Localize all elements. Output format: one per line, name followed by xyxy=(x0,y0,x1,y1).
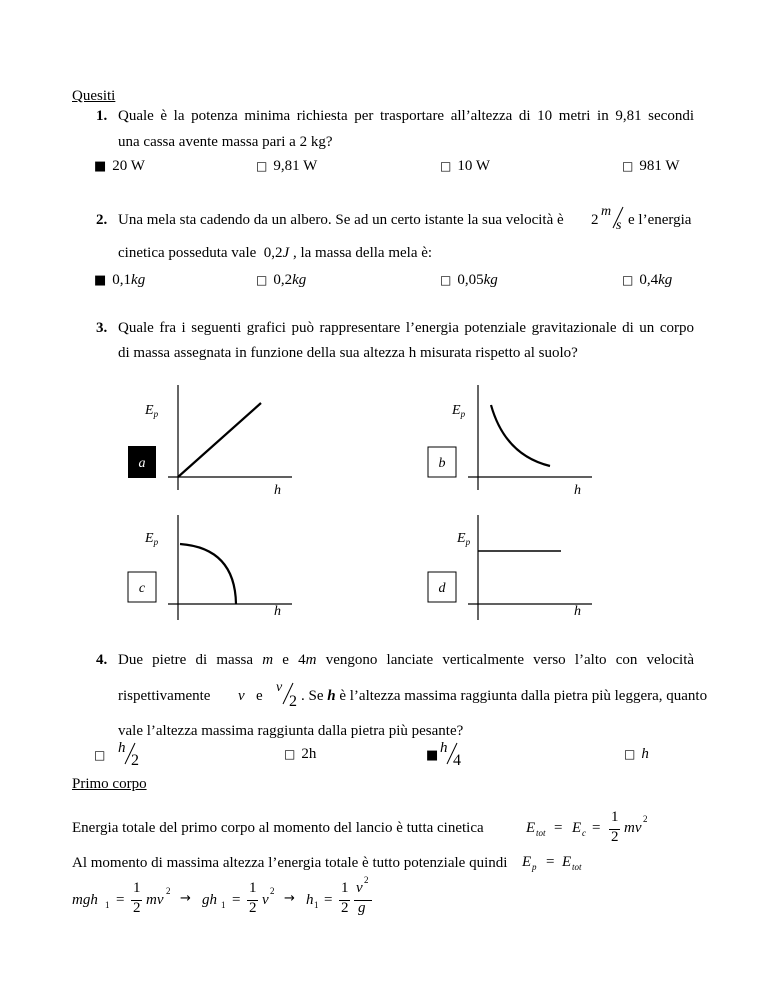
svg-text:Ep: $E_p$ xyxy=(457,531,471,547)
question-2-number: 2. xyxy=(96,212,108,228)
graph-c-label: c xyxy=(138,581,146,596)
checkbox-empty-icon: □ xyxy=(622,273,634,287)
q4-option-d[interactable]: □ h xyxy=(624,746,649,762)
energy-unit: J xyxy=(282,245,290,261)
question-4-number: 4. xyxy=(96,652,108,668)
question-4-line2b: . Se h è l’altezza massima raggiunta dalla pietra più leggera, quanto xyxy=(301,688,708,704)
question-2-line2: cinetica posseduta vale 0,2J , la massa della mela è: xyxy=(118,245,433,261)
graph-c[interactable] xyxy=(128,515,292,620)
question-2-line1b: e l’energia xyxy=(628,212,692,228)
arrow-icon: → xyxy=(284,891,295,906)
section-title: Quesiti xyxy=(72,88,116,104)
graph-b-label: b xyxy=(438,456,446,471)
svg-text:Ep: $E_p$ xyxy=(145,531,159,547)
velocity-v1: v xyxy=(238,688,245,704)
question-4-line1: Due pietre di massa m e 4m vengono lanciate verticalmente verso l’alto con velocità xyxy=(118,652,695,668)
option-text: 9,81 W xyxy=(273,158,318,174)
velocity-v2-num: v xyxy=(276,680,283,695)
question-3-line1: Quale fra i seguenti grafici può rappresentare l’energia potenziale gravitazionale di un corpo xyxy=(118,320,694,336)
checkbox-empty-icon: □ xyxy=(440,273,452,287)
svg-text:h: h xyxy=(574,483,581,498)
equation-potential-energy: E p = E tot xyxy=(522,854,582,872)
checkbox-empty-icon: □ xyxy=(440,159,452,173)
checkbox-empty-icon: □ xyxy=(256,159,268,173)
option-den: 4 xyxy=(453,752,461,769)
question-1-line2: una cassa avente massa pari a 2 kg? xyxy=(118,134,333,150)
question-1-line1: Quale è la potenza minima richiesta per trasportare all’altezza di 10 metri in 9,81 secondi xyxy=(118,108,694,124)
velocity-v2-den: 2 xyxy=(289,693,297,710)
checkbox-empty-icon: □ xyxy=(622,159,634,173)
speed-value: 2 xyxy=(591,212,599,228)
graph-a[interactable] xyxy=(128,385,292,498)
option-text: 981 W xyxy=(639,158,680,174)
graph-b[interactable] xyxy=(428,385,592,498)
q2-option-d[interactable]: □ 0,4kg xyxy=(622,272,673,288)
svg-text:h: h xyxy=(274,483,281,498)
checkbox-empty-icon: □ xyxy=(94,748,106,762)
option-num: h xyxy=(440,740,448,756)
question-4-line3: vale l’altezza massima raggiunta dalla pietra più pesante? xyxy=(118,723,464,739)
curve-quarter-circle xyxy=(180,544,236,604)
equation-total-energy: E tot = E c = 1 2 mv 2 xyxy=(526,809,648,845)
solution-title: Primo corpo xyxy=(72,776,147,792)
q2-option-c[interactable]: □ 0,05kg xyxy=(440,272,498,288)
option-text: 20 W xyxy=(112,158,145,174)
graph-a-label: a xyxy=(138,456,146,471)
arrow-icon: → xyxy=(180,891,191,906)
question-4-line2a: rispettivamente xyxy=(118,688,211,704)
q2-option-b[interactable]: □ 0,2kg xyxy=(256,272,307,288)
svg-text:Ep: $E_p$ xyxy=(452,403,466,419)
option-num: h xyxy=(118,740,126,756)
energy-value: 0,2 xyxy=(263,245,283,261)
question-3-number: 3. xyxy=(96,320,108,336)
q4-option-b[interactable]: □ 2h xyxy=(284,746,317,762)
option-text: 10 W xyxy=(457,158,490,174)
question-1-number: 1. xyxy=(96,108,108,124)
checkbox-filled-icon: ■ xyxy=(94,159,107,174)
option-den: 2 xyxy=(131,752,139,769)
svg-text:Ep: $E_p$ xyxy=(145,403,159,419)
checkbox-filled-icon: ■ xyxy=(426,748,439,763)
speed-unit-num: m xyxy=(601,204,612,219)
curve-hyperbola xyxy=(491,405,550,466)
graph-d[interactable] xyxy=(428,515,592,620)
graph-d-label: d xyxy=(438,581,446,596)
svg-text:h: h xyxy=(574,604,581,619)
svg-text:h: h xyxy=(274,604,281,619)
checkbox-empty-icon: □ xyxy=(284,747,296,761)
checkbox-empty-icon: □ xyxy=(256,273,268,287)
question-2-line1a: Una mela sta cadendo da un albero. Se ad un certo istante la sua velocità è xyxy=(118,212,564,228)
speed-unit-den: s xyxy=(616,218,622,233)
equation-derivation: mgh 1 = 1 2 mv 2 → gh 1 = 1 2 v 2 → h 1 = 1 2 v 2 g xyxy=(72,878,392,928)
q2-option-a[interactable]: ■ 0,1kg xyxy=(94,272,146,288)
conj-e: e xyxy=(256,688,263,704)
question-3-line2: di massa assegnata in funzione della sua altezza h misurata rispetto al suolo? xyxy=(118,345,578,361)
checkbox-filled-icon: ■ xyxy=(94,273,107,288)
solution-line1: Energia totale del primo corpo al momento del lancio è tutta cinetica xyxy=(72,820,484,836)
checkbox-empty-icon: □ xyxy=(624,747,636,761)
curve-linear xyxy=(178,403,261,477)
solution-line2: Al momento di massima altezza l’energia totale è tutto potenziale quindi xyxy=(72,855,508,871)
